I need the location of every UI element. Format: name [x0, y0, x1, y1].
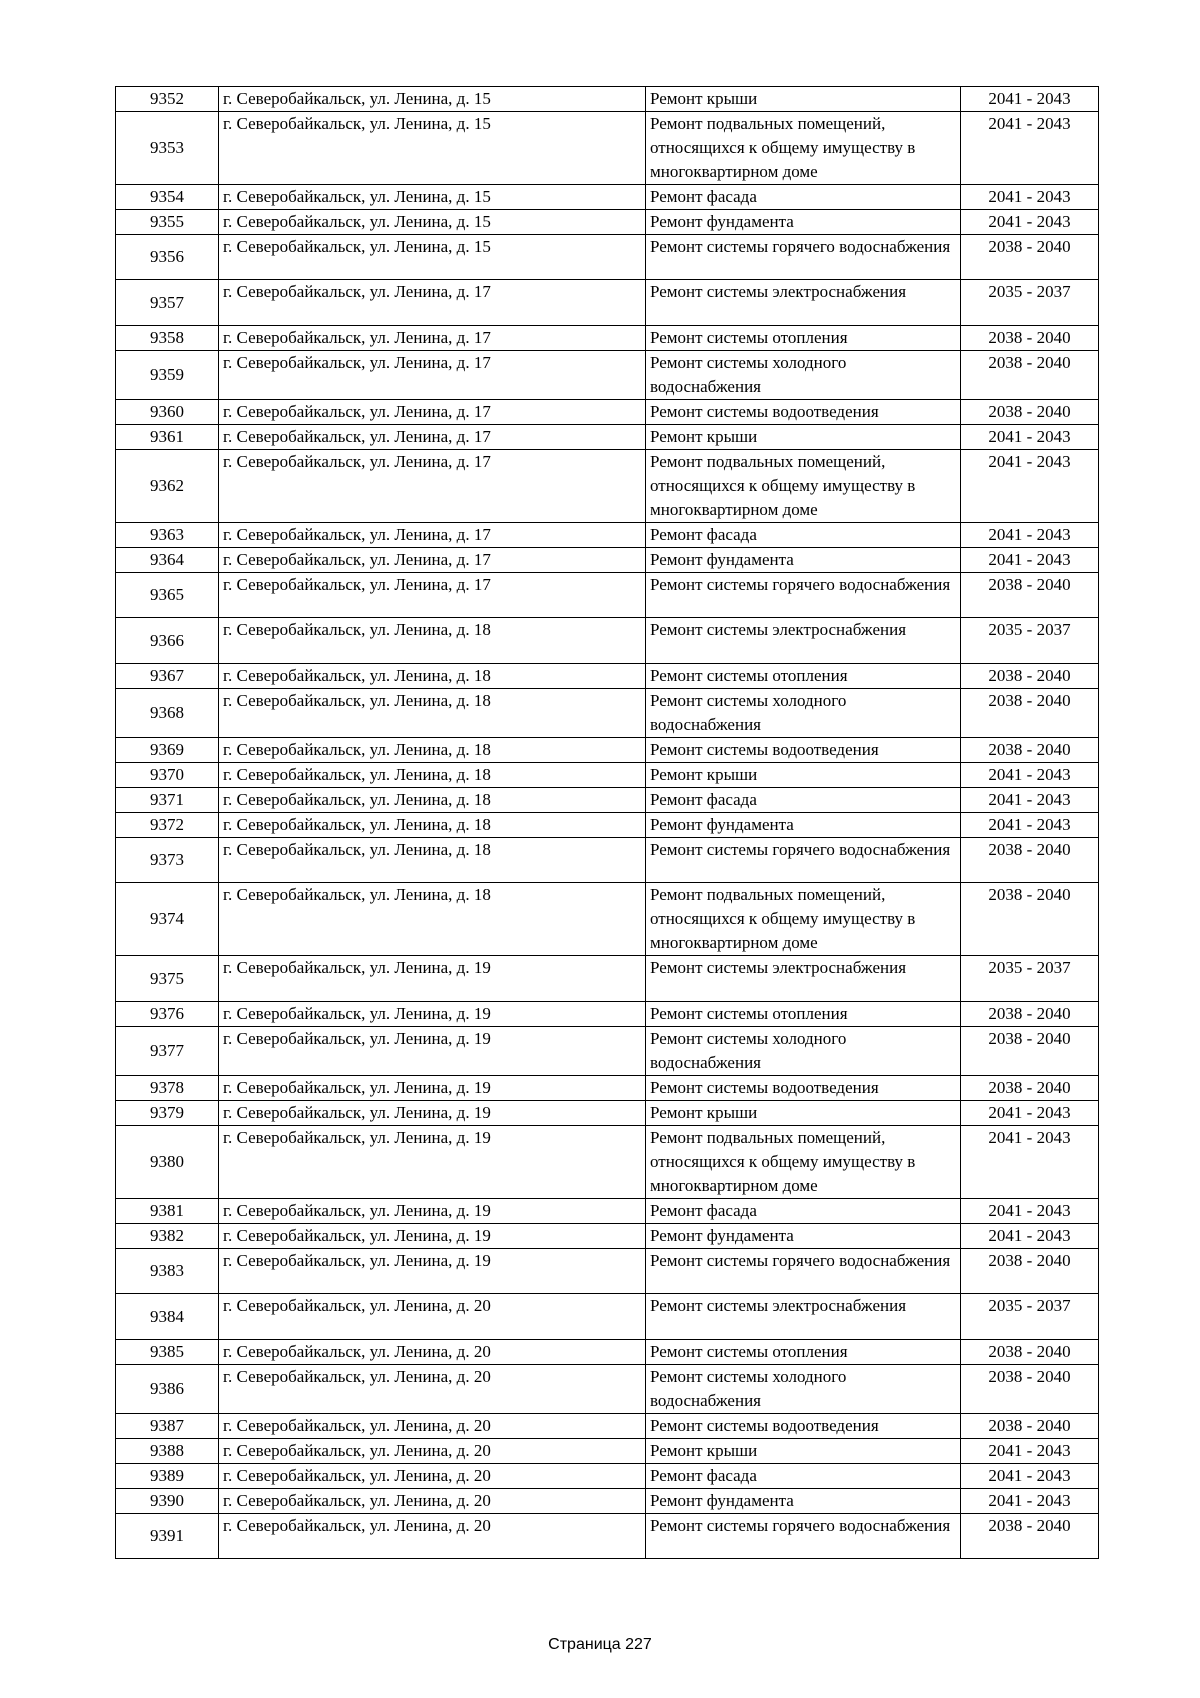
- table-row: [116, 450, 1099, 523]
- address-cell: г. Северобайкальск, ул. Ленина, д. 19: [219, 1249, 646, 1294]
- work-type-cell: Ремонт крыши: [646, 1439, 961, 1464]
- table-row: [116, 1365, 1099, 1414]
- table-row: [116, 1294, 1099, 1340]
- work-type-cell: Ремонт системы горячего водоснабжения: [646, 235, 961, 280]
- work-type-cell: Ремонт подвальных помещений, относящихся к общему имуществу в многоквартирном доме: [646, 883, 961, 956]
- table-row: [116, 1027, 1099, 1076]
- row-number-cell: 9358: [116, 326, 219, 351]
- table-row: [116, 1489, 1099, 1514]
- period-cell: 2041 - 2043: [961, 1101, 1099, 1126]
- period-cell: 2035 - 2037: [961, 1294, 1099, 1340]
- period-cell: 2041 - 2043: [961, 1224, 1099, 1249]
- address-cell: г. Северобайкальск, ул. Ленина, д. 17: [219, 548, 646, 573]
- work-type-cell: Ремонт крыши: [646, 763, 961, 788]
- table-row: [116, 1101, 1099, 1126]
- work-type-cell: Ремонт системы электроснабжения: [646, 618, 961, 664]
- work-type-cell: Ремонт системы электроснабжения: [646, 280, 961, 326]
- row-number-cell: 9375: [116, 956, 219, 1002]
- address-cell: г. Северобайкальск, ул. Ленина, д. 20: [219, 1365, 646, 1414]
- work-type-cell: Ремонт крыши: [646, 87, 961, 112]
- table-row: [116, 689, 1099, 738]
- work-type-cell: Ремонт системы горячего водоснабжения: [646, 1514, 961, 1559]
- table-row: [116, 425, 1099, 450]
- address-cell: г. Северобайкальск, ул. Ленина, д. 19: [219, 1224, 646, 1249]
- address-cell: г. Северобайкальск, ул. Ленина, д. 17: [219, 351, 646, 400]
- period-cell: 2038 - 2040: [961, 838, 1099, 883]
- row-number-cell: 9355: [116, 210, 219, 235]
- table-row: [116, 838, 1099, 883]
- period-cell: 2038 - 2040: [961, 883, 1099, 956]
- page-number: Страница 227: [548, 1636, 652, 1653]
- row-number-cell: 9380: [116, 1126, 219, 1199]
- period-cell: 2041 - 2043: [961, 1464, 1099, 1489]
- row-number-cell: 9364: [116, 548, 219, 573]
- table-row: [116, 664, 1099, 689]
- row-number-cell: 9377: [116, 1027, 219, 1076]
- period-cell: 2038 - 2040: [961, 1414, 1099, 1439]
- address-cell: г. Северобайкальск, ул. Ленина, д. 17: [219, 523, 646, 548]
- work-type-cell: Ремонт фасада: [646, 788, 961, 813]
- period-cell: 2041 - 2043: [961, 1439, 1099, 1464]
- address-cell: г. Северобайкальск, ул. Ленина, д. 18: [219, 664, 646, 689]
- address-cell: г. Северобайкальск, ул. Ленина, д. 15: [219, 185, 646, 210]
- period-cell: 2038 - 2040: [961, 738, 1099, 763]
- work-type-cell: Ремонт системы холодного водоснабжения: [646, 1027, 961, 1076]
- period-cell: 2038 - 2040: [961, 1076, 1099, 1101]
- table-row: [116, 738, 1099, 763]
- row-number-cell: 9359: [116, 351, 219, 400]
- row-number-cell: 9373: [116, 838, 219, 883]
- period-cell: 2038 - 2040: [961, 351, 1099, 400]
- period-cell: 2041 - 2043: [961, 1489, 1099, 1514]
- table-row: [116, 235, 1099, 280]
- row-number-cell: 9383: [116, 1249, 219, 1294]
- address-cell: г. Северобайкальск, ул. Ленина, д. 18: [219, 763, 646, 788]
- address-cell: г. Северобайкальск, ул. Ленина, д. 18: [219, 738, 646, 763]
- row-number-cell: 9387: [116, 1414, 219, 1439]
- row-number-cell: 9386: [116, 1365, 219, 1414]
- address-cell: г. Северобайкальск, ул. Ленина, д. 18: [219, 883, 646, 956]
- address-cell: г. Северобайкальск, ул. Ленина, д. 20: [219, 1414, 646, 1439]
- work-type-cell: Ремонт фасада: [646, 185, 961, 210]
- row-number-cell: 9367: [116, 664, 219, 689]
- row-number-cell: 9372: [116, 813, 219, 838]
- table-row: [116, 813, 1099, 838]
- row-number-cell: 9354: [116, 185, 219, 210]
- address-cell: г. Северобайкальск, ул. Ленина, д. 17: [219, 280, 646, 326]
- row-number-cell: 9352: [116, 87, 219, 112]
- table-row: [116, 1439, 1099, 1464]
- table-row: [116, 523, 1099, 548]
- table-row: [116, 1002, 1099, 1027]
- address-cell: г. Северобайкальск, ул. Ленина, д. 19: [219, 1027, 646, 1076]
- address-cell: г. Северобайкальск, ул. Ленина, д. 19: [219, 1101, 646, 1126]
- period-cell: 2038 - 2040: [961, 1340, 1099, 1365]
- period-cell: 2038 - 2040: [961, 326, 1099, 351]
- period-cell: 2041 - 2043: [961, 523, 1099, 548]
- table-row: [116, 112, 1099, 185]
- table-row: [116, 87, 1099, 112]
- row-number-cell: 9381: [116, 1199, 219, 1224]
- row-number-cell: 9363: [116, 523, 219, 548]
- work-type-cell: Ремонт системы электроснабжения: [646, 1294, 961, 1340]
- address-cell: г. Северобайкальск, ул. Ленина, д. 20: [219, 1489, 646, 1514]
- period-cell: 2035 - 2037: [961, 280, 1099, 326]
- table-row: [116, 883, 1099, 956]
- row-number-cell: 9362: [116, 450, 219, 523]
- table-row: [116, 573, 1099, 618]
- period-cell: 2041 - 2043: [961, 1126, 1099, 1199]
- period-cell: 2041 - 2043: [961, 1199, 1099, 1224]
- address-cell: г. Северобайкальск, ул. Ленина, д. 15: [219, 87, 646, 112]
- table-row: [116, 548, 1099, 573]
- address-cell: г. Северобайкальск, ул. Ленина, д. 17: [219, 400, 646, 425]
- address-cell: г. Северобайкальск, ул. Ленина, д. 18: [219, 788, 646, 813]
- row-number-cell: 9368: [116, 689, 219, 738]
- address-cell: г. Северобайкальск, ул. Ленина, д. 19: [219, 1002, 646, 1027]
- address-cell: г. Северобайкальск, ул. Ленина, д. 15: [219, 235, 646, 280]
- table-row: [116, 1414, 1099, 1439]
- table-row: [116, 1199, 1099, 1224]
- work-type-cell: Ремонт системы холодного водоснабжения: [646, 689, 961, 738]
- address-cell: г. Северобайкальск, ул. Ленина, д. 18: [219, 689, 646, 738]
- table-row: [116, 1340, 1099, 1365]
- period-cell: 2041 - 2043: [961, 813, 1099, 838]
- row-number-cell: 9365: [116, 573, 219, 618]
- row-number-cell: 9371: [116, 788, 219, 813]
- address-cell: г. Северобайкальск, ул. Ленина, д. 17: [219, 450, 646, 523]
- period-cell: 2041 - 2043: [961, 450, 1099, 523]
- work-type-cell: Ремонт системы горячего водоснабжения: [646, 573, 961, 618]
- row-number-cell: 9374: [116, 883, 219, 956]
- address-cell: г. Северобайкальск, ул. Ленина, д. 18: [219, 838, 646, 883]
- work-type-cell: Ремонт крыши: [646, 425, 961, 450]
- work-type-cell: Ремонт системы холодного водоснабжения: [646, 351, 961, 400]
- work-type-cell: Ремонт системы водоотведения: [646, 400, 961, 425]
- work-type-cell: Ремонт фасада: [646, 1199, 961, 1224]
- period-cell: 2038 - 2040: [961, 1365, 1099, 1414]
- row-number-cell: 9370: [116, 763, 219, 788]
- address-cell: г. Северобайкальск, ул. Ленина, д. 17: [219, 573, 646, 618]
- row-number-cell: 9356: [116, 235, 219, 280]
- row-number-cell: 9366: [116, 618, 219, 664]
- table-row: [116, 400, 1099, 425]
- work-type-cell: Ремонт фундамента: [646, 813, 961, 838]
- row-number-cell: 9360: [116, 400, 219, 425]
- period-cell: 2038 - 2040: [961, 689, 1099, 738]
- period-cell: 2038 - 2040: [961, 573, 1099, 618]
- works-table-body: [116, 87, 1099, 1559]
- table-row: [116, 1224, 1099, 1249]
- row-number-cell: 9385: [116, 1340, 219, 1365]
- period-cell: 2041 - 2043: [961, 788, 1099, 813]
- work-type-cell: Ремонт фундамента: [646, 1224, 961, 1249]
- row-number-cell: 9353: [116, 112, 219, 185]
- work-type-cell: Ремонт фундамента: [646, 1489, 961, 1514]
- period-cell: 2041 - 2043: [961, 425, 1099, 450]
- period-cell: 2041 - 2043: [961, 185, 1099, 210]
- address-cell: г. Северобайкальск, ул. Ленина, д. 15: [219, 210, 646, 235]
- row-number-cell: 9361: [116, 425, 219, 450]
- work-type-cell: Ремонт подвальных помещений, относящихся к общему имуществу в многоквартирном доме: [646, 450, 961, 523]
- table-row: [116, 1514, 1099, 1559]
- row-number-cell: 9369: [116, 738, 219, 763]
- work-type-cell: Ремонт фундамента: [646, 210, 961, 235]
- table-row: [116, 1249, 1099, 1294]
- address-cell: г. Северобайкальск, ул. Ленина, д. 17: [219, 326, 646, 351]
- period-cell: 2038 - 2040: [961, 1002, 1099, 1027]
- address-cell: г. Северобайкальск, ул. Ленина, д. 20: [219, 1340, 646, 1365]
- row-number-cell: 9376: [116, 1002, 219, 1027]
- address-cell: г. Северобайкальск, ул. Ленина, д. 20: [219, 1514, 646, 1559]
- work-type-cell: Ремонт системы водоотведения: [646, 1076, 961, 1101]
- address-cell: г. Северобайкальск, ул. Ленина, д. 19: [219, 1199, 646, 1224]
- work-type-cell: Ремонт системы отопления: [646, 326, 961, 351]
- table-row: [116, 185, 1099, 210]
- address-cell: г. Северобайкальск, ул. Ленина, д. 20: [219, 1294, 646, 1340]
- period-cell: 2038 - 2040: [961, 664, 1099, 689]
- row-number-cell: 9379: [116, 1101, 219, 1126]
- work-type-cell: Ремонт системы холодного водоснабжения: [646, 1365, 961, 1414]
- work-type-cell: Ремонт крыши: [646, 1101, 961, 1126]
- table-row: [116, 956, 1099, 1002]
- work-type-cell: Ремонт фасада: [646, 523, 961, 548]
- row-number-cell: 9384: [116, 1294, 219, 1340]
- period-cell: 2038 - 2040: [961, 235, 1099, 280]
- table-row: [116, 210, 1099, 235]
- address-cell: г. Северобайкальск, ул. Ленина, д. 18: [219, 813, 646, 838]
- row-number-cell: 9389: [116, 1464, 219, 1489]
- address-cell: г. Северобайкальск, ул. Ленина, д. 20: [219, 1464, 646, 1489]
- work-type-cell: Ремонт системы отопления: [646, 1002, 961, 1027]
- work-type-cell: Ремонт системы горячего водоснабжения: [646, 1249, 961, 1294]
- row-number-cell: 9391: [116, 1514, 219, 1559]
- works-table: [115, 86, 1099, 1559]
- address-cell: г. Северобайкальск, ул. Ленина, д. 15: [219, 112, 646, 185]
- work-type-cell: Ремонт системы водоотведения: [646, 738, 961, 763]
- row-number-cell: 9388: [116, 1439, 219, 1464]
- work-type-cell: Ремонт системы электроснабжения: [646, 956, 961, 1002]
- address-cell: г. Северобайкальск, ул. Ленина, д. 18: [219, 618, 646, 664]
- work-type-cell: Ремонт подвальных помещений, относящихся к общему имуществу в многоквартирном доме: [646, 1126, 961, 1199]
- address-cell: г. Северобайкальск, ул. Ленина, д. 19: [219, 1076, 646, 1101]
- table-row: [116, 280, 1099, 326]
- table-row: [116, 1464, 1099, 1489]
- work-type-cell: Ремонт системы отопления: [646, 664, 961, 689]
- row-number-cell: 9382: [116, 1224, 219, 1249]
- row-number-cell: 9357: [116, 280, 219, 326]
- table-row: [116, 1126, 1099, 1199]
- work-type-cell: Ремонт подвальных помещений, относящихся к общему имуществу в многоквартирном доме: [646, 112, 961, 185]
- period-cell: 2038 - 2040: [961, 1027, 1099, 1076]
- period-cell: 2041 - 2043: [961, 112, 1099, 185]
- table-row: [116, 1076, 1099, 1101]
- address-cell: г. Северобайкальск, ул. Ленина, д. 19: [219, 956, 646, 1002]
- period-cell: 2041 - 2043: [961, 763, 1099, 788]
- work-type-cell: Ремонт системы водоотведения: [646, 1414, 961, 1439]
- period-cell: 2038 - 2040: [961, 1514, 1099, 1559]
- table-row: [116, 351, 1099, 400]
- table-row: [116, 763, 1099, 788]
- work-type-cell: Ремонт фундамента: [646, 548, 961, 573]
- period-cell: 2035 - 2037: [961, 618, 1099, 664]
- table-row: [116, 788, 1099, 813]
- period-cell: 2038 - 2040: [961, 400, 1099, 425]
- period-cell: 2041 - 2043: [961, 210, 1099, 235]
- address-cell: г. Северобайкальск, ул. Ленина, д. 20: [219, 1439, 646, 1464]
- period-cell: 2041 - 2043: [961, 548, 1099, 573]
- address-cell: г. Северобайкальск, ул. Ленина, д. 17: [219, 425, 646, 450]
- work-type-cell: Ремонт системы горячего водоснабжения: [646, 838, 961, 883]
- work-type-cell: Ремонт фасада: [646, 1464, 961, 1489]
- table-row: [116, 326, 1099, 351]
- table-row: [116, 618, 1099, 664]
- address-cell: г. Северобайкальск, ул. Ленина, д. 19: [219, 1126, 646, 1199]
- row-number-cell: 9390: [116, 1489, 219, 1514]
- period-cell: 2041 - 2043: [961, 87, 1099, 112]
- period-cell: 2038 - 2040: [961, 1249, 1099, 1294]
- period-cell: 2035 - 2037: [961, 956, 1099, 1002]
- row-number-cell: 9378: [116, 1076, 219, 1101]
- work-type-cell: Ремонт системы отопления: [646, 1340, 961, 1365]
